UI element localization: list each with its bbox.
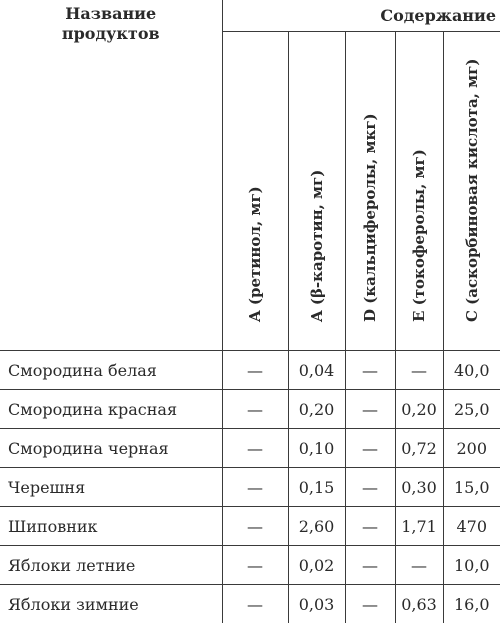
value-cell: — (345, 507, 395, 546)
value-cell: 0,03 (288, 585, 345, 623)
value-cell: 10,0 (443, 546, 500, 585)
value-cell: 0,20 (395, 390, 443, 429)
col-header-carotene-label: A (β-каротин, мг) (307, 169, 326, 322)
value-cell: 0,04 (288, 351, 345, 390)
product-name-cell: Смородина белая (0, 351, 222, 390)
product-name-cell: Смородина красная (0, 390, 222, 429)
value-cell: — (345, 546, 395, 585)
col-header-carotene (288, 32, 345, 351)
table-row (0, 351, 500, 390)
value-cell: 200 (443, 429, 500, 468)
table-row (0, 585, 500, 623)
value-cell: — (222, 390, 288, 429)
value-cell: — (222, 468, 288, 507)
value-cell: 470 (443, 507, 500, 546)
product-name-header-line2: продуктов (61, 24, 160, 43)
value-cell: 0,72 (395, 429, 443, 468)
col-header-ascorbic (443, 32, 500, 351)
col-header-calciferol-label: D (кальциферолы, мкг) (361, 113, 379, 322)
table-row (0, 507, 500, 546)
value-cell: 40,0 (443, 351, 500, 390)
value-cell: — (345, 390, 395, 429)
col-header-tocopherol-label: E (токоферолы, мг) (410, 149, 428, 322)
value-cell: 25,0 (443, 390, 500, 429)
value-cell: 15,0 (443, 468, 500, 507)
product-name-cell: Смородина черная (0, 429, 222, 468)
product-name-cell: Шиповник (0, 507, 222, 546)
product-name-header-line1: Название (65, 4, 157, 23)
value-cell: 0,30 (395, 468, 443, 507)
product-name-cell: Черешня (0, 468, 222, 507)
value-cell: 0,20 (288, 390, 345, 429)
col-header-tocopherol (395, 32, 443, 351)
value-cell: 0,63 (395, 585, 443, 623)
content-group-header: Содержание (222, 0, 500, 32)
product-name-cell: Яблоки летние (0, 546, 222, 585)
value-cell: — (395, 546, 443, 585)
value-cell: — (395, 351, 443, 390)
value-cell: — (345, 585, 395, 623)
value-cell: 0,10 (288, 429, 345, 468)
value-cell: — (222, 429, 288, 468)
value-cell: 1,71 (395, 507, 443, 546)
value-cell: — (222, 507, 288, 546)
table-row (0, 390, 500, 429)
product-name-header (0, 0, 222, 351)
value-cell: — (222, 585, 288, 623)
table-row (0, 429, 500, 468)
value-cell: — (222, 546, 288, 585)
value-cell: 16,0 (443, 585, 500, 623)
value-cell: — (222, 351, 288, 390)
header-row-top (0, 0, 500, 32)
col-header-retinol-label: A (ретинол, мг) (246, 186, 264, 322)
table-row (0, 546, 500, 585)
value-cell: — (345, 468, 395, 507)
col-header-retinol (222, 32, 288, 351)
product-name-cell: Яблоки зимние (0, 585, 222, 623)
col-header-ascorbic-label: С (аскорбиновая кислота, мг) (462, 58, 481, 322)
col-header-calciferol (345, 32, 395, 351)
value-cell: 2,60 (288, 507, 345, 546)
value-cell: 0,15 (288, 468, 345, 507)
value-cell: — (345, 351, 395, 390)
table-row (0, 468, 500, 507)
value-cell: — (345, 429, 395, 468)
value-cell: 0,02 (288, 546, 345, 585)
